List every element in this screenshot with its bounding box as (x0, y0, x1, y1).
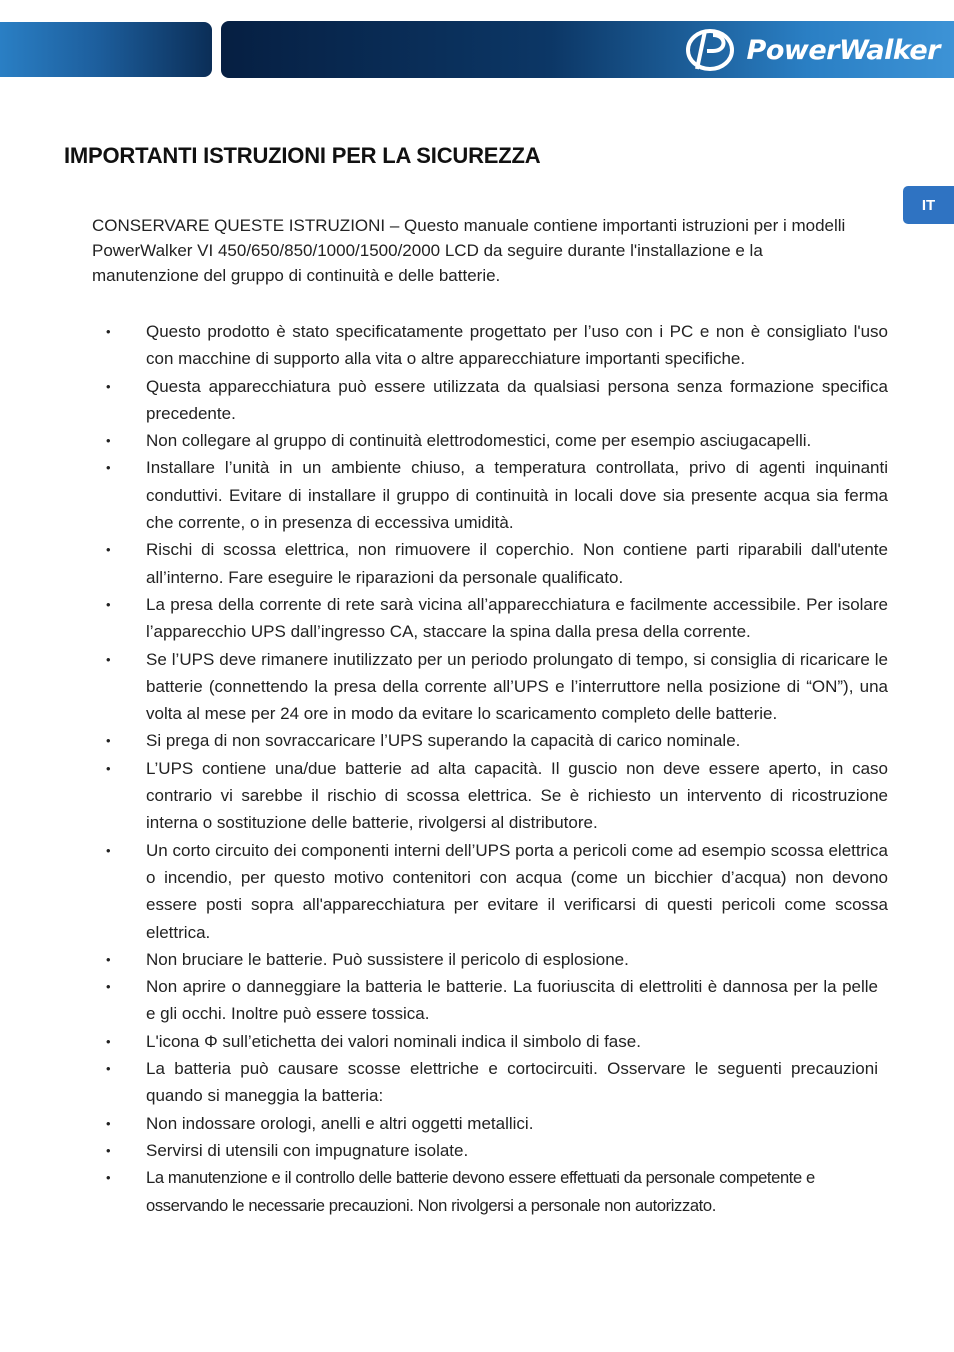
list-item: • Rischi di scossa elettrica, non rimuovere il coperchio. Non contiene parti riparabili dall'utente all’interno. Fare eseguire le riparazioni da personale qualificato. (100, 536, 888, 591)
bullet-icon: • (106, 1115, 111, 1131)
intro-paragraph: CONSERVARE QUESTE ISTRUZIONI – Questo manuale contiene importanti istruzioni per i modelli PowerWalker VI 450/650/850/1000/1500/2000 LCD da seguire durante l'installazione e la manutenzione del gruppo di continuità e delle batterie. (92, 216, 846, 285)
list-item: • Se l’UPS deve rimanere inutilizzato per un periodo prolungato di tempo, si consiglia di ricaricare le batterie (connettendo la presa della corrente all’UPS e l’interruttore nella posizione di “ON”), una volta al mese per 24 ore in modo da evitare lo scaricamento completo delle batterie. (100, 646, 888, 728)
list-item: • Non bruciare le batterie. Può sussistere il pericolo di esplosione. (100, 946, 888, 973)
bullet-icon: • (106, 651, 111, 667)
list-item: • L'icona Φ sull’etichetta dei valori nominali indica il simbolo di fase. (100, 1028, 888, 1055)
list-item: • Installare l’unità in un ambiente chiuso, a temperatura controllata, privo di agenti inquinanti conduttivi. Evitare di installare il gruppo di continuità in locali dove sia presente acqua sia ferma che corrente, o in presenza di eccessiva umidità. (100, 454, 888, 536)
bullet-icon: • (106, 1061, 111, 1077)
list-item: • Non aprire o danneggiare la batteria le batterie. La fuoriuscita di elettroliti è dannosa per la pelle e gli occhi. Inoltre può essere tossica. (100, 973, 888, 1028)
page-title: IMPORTANTI ISTRUZIONI PER LA SICUREZZA (64, 143, 541, 168)
list-item: • Non indossare orologi, anelli e altri oggetti metallici. (100, 1110, 888, 1137)
bullet-icon: • (106, 842, 111, 858)
bullet-icon: • (106, 596, 111, 612)
power-logo-icon (683, 27, 741, 73)
list-item: • Servirsi di utensili con impugnature isolate. (100, 1137, 888, 1164)
bullet-icon: • (106, 733, 111, 749)
list-item: • Si prega di non sovraccaricare l’UPS superando la capacità di carico nominale. (100, 727, 888, 754)
bullet-icon: • (106, 542, 111, 558)
safety-instructions-list (100, 318, 888, 1219)
list-item: • Un corto circuito dei componenti interni dell’UPS porta a pericoli come ad esempio scossa elettrica o incendio, per questo motivo contenitori con acqua (come un bicchier d’acqua) non devono essere posti sopra all'apparecchiatura per evitare il verificarsi di questi pericoli come scossa elettrica. (100, 837, 888, 946)
bullet-icon: • (106, 760, 111, 776)
language-tab[interactable]: IT (903, 186, 954, 224)
list-item: • La presa della corrente di rete sarà vicina all’apparecchiatura e facilmente accessibile. Per isolare l’apparecchio UPS dall’ingresso CA, staccare la spina dalla presa della corrente. (100, 591, 888, 646)
list-item: • Non collegare al gruppo di continuità elettrodomestici, come per esempio asciugacapelli. (100, 427, 888, 454)
bullet-icon: • (106, 979, 111, 995)
list-item: • La batteria può causare scosse elettriche e cortocircuiti. Osservare le seguenti precauzioni quando si maneggia la batteria: (100, 1055, 888, 1110)
brand-name: PowerWalker (746, 34, 940, 66)
header-bar-left (0, 22, 212, 77)
bullet-icon: • (106, 1033, 111, 1049)
bullet-icon: • (106, 378, 111, 394)
list-item: • Questo prodotto è stato specificatamente progettato per l’uso con i PC e non è consigliato l'uso con macchine di supporto alla vita o altre apparecchiature importanti specifiche. (100, 318, 888, 373)
list-item: • Questa apparecchiatura può essere utilizzata da qualsiasi persona senza formazione specifica precedente. (100, 373, 888, 428)
bullet-icon: • (106, 1170, 111, 1186)
bullet-icon: • (106, 324, 111, 339)
bullet-icon: • (106, 951, 111, 967)
brand-logo (683, 25, 940, 75)
list-item: • L’UPS contiene una/due batterie ad alta capacità. Il guscio non deve essere aperto, in caso contrario vi sarebbe il rischio di scossa elettrica. Se è richiesto un intervento di ricostruzione interna o sostituzione delle batterie, rivolgersi al distributore. (100, 755, 888, 837)
bullet-icon: • (106, 1142, 111, 1158)
bullet-icon: • (106, 460, 111, 476)
list-item: • La manutenzione e il controllo delle batterie devono essere effettuati da personale competente e osservando le necessarie precauzioni. Non rivolgersi a personale non autorizzato. (100, 1164, 888, 1219)
bullet-icon: • (106, 433, 111, 449)
